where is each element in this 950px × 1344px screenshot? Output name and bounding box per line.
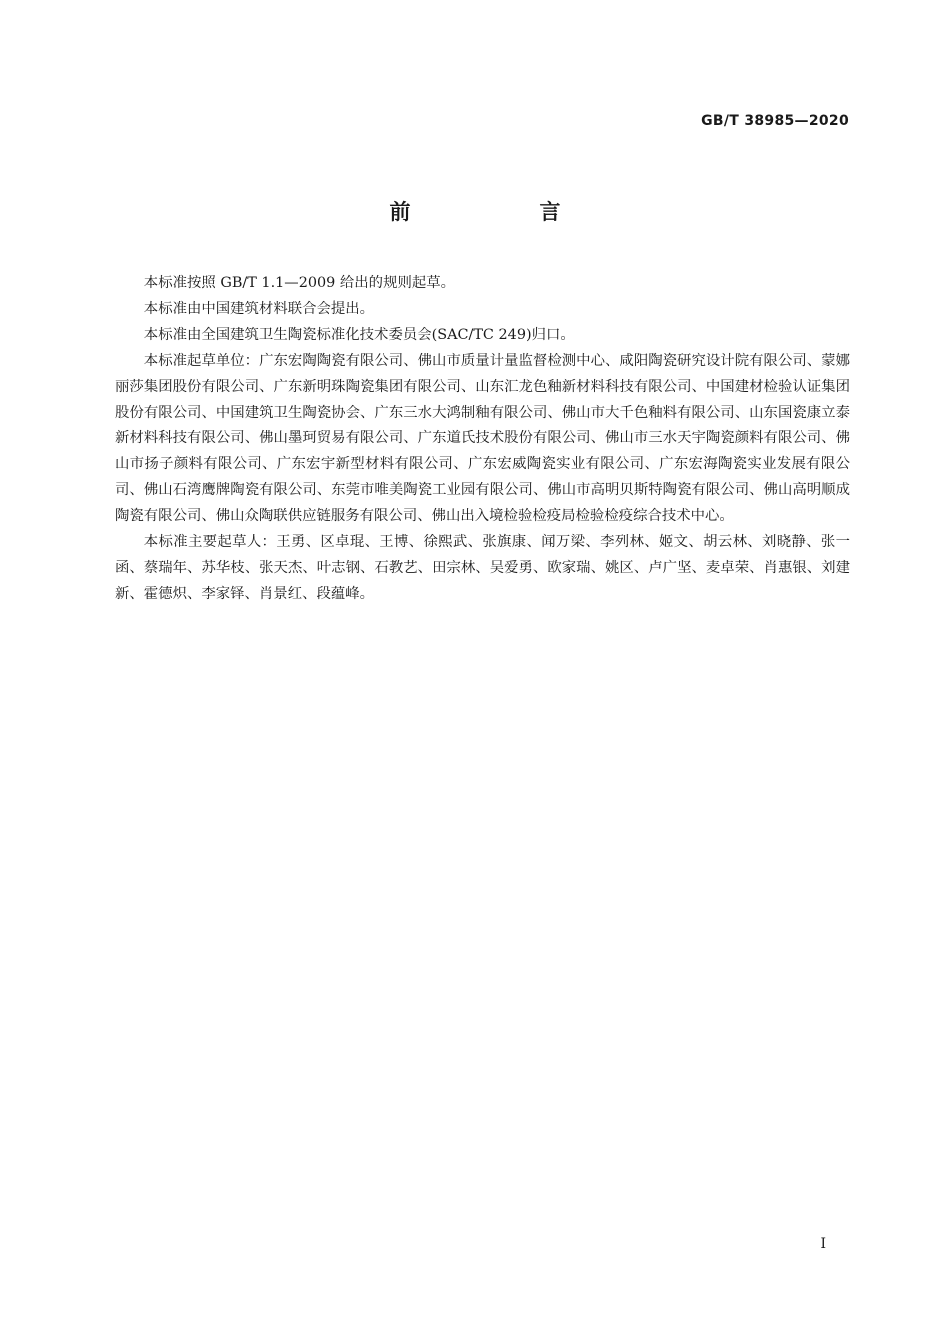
- paragraph-committee: 本标准由全国建筑卫生陶瓷标准化技术委员会(SAC/TC 249)归口。: [143, 326, 575, 343]
- paragraph-drafting-units: 本标准起草单位：广东宏陶陶瓷有限公司、佛山市质量计量监督检测中心、咸阳陶瓷研究设计院有限公司、蒙娜丽莎集团股份有限公司、广东新明珠陶瓷集团有限公司、山东汇龙色釉新材料科技有限公司、中国建材检验认证集团股份有限公司、中国建筑卫生陶瓷协会、广东三水大鸿制釉有限公司、佛山市大千色釉料有限公司、山东国瓷康立泰新材料科技有限公司、佛山墨珂贸易有限公司、广东道氏技术股份有限公司、佛山市三水天宇陶瓷颜料有限公司、佛山市扬子颜料有限公司、广东宏宇新型材料有限公司、广东宏威陶瓷实业有限公司、广东宏海陶瓷实业发展有限公司、佛山石湾鹰牌陶瓷有限公司、东莞市唯美陶瓷工业园有限公司、佛山市高明贝斯特陶瓷有限公司、佛山高明顺成陶瓷有限公司、佛山众陶联供应链服务有限公司、佛山出入境检验检疫局检验检疫综合技术中心。: [115, 352, 850, 525]
- paragraph-proposer: 本标准由中国建筑材料联合会提出。: [143, 300, 375, 317]
- standard-number: GB/T 38985—2020: [701, 113, 849, 129]
- page-number: I: [820, 1236, 826, 1252]
- page-title: 前 言: [389, 200, 615, 224]
- paragraph-drafting-rules: 本标准按照 GB/T 1.1—2009 给出的规则起草。: [143, 275, 456, 291]
- paragraph-drafters: 本标准主要起草人：王勇、区卓琨、王博、徐熙武、张旗康、闻万梁、李列林、姬文、胡云林、刘晓静、张一函、蔡瑞年、苏华枝、张天杰、叶志钢、石教艺、田宗林、吴爱勇、欧家瑞、姚区、卢广坚、麦卓荣、肖惠银、刘建新、霍德炽、李家铎、肖景红、段蕴峰。: [115, 534, 850, 602]
- foreword-body: [115, 271, 850, 608]
